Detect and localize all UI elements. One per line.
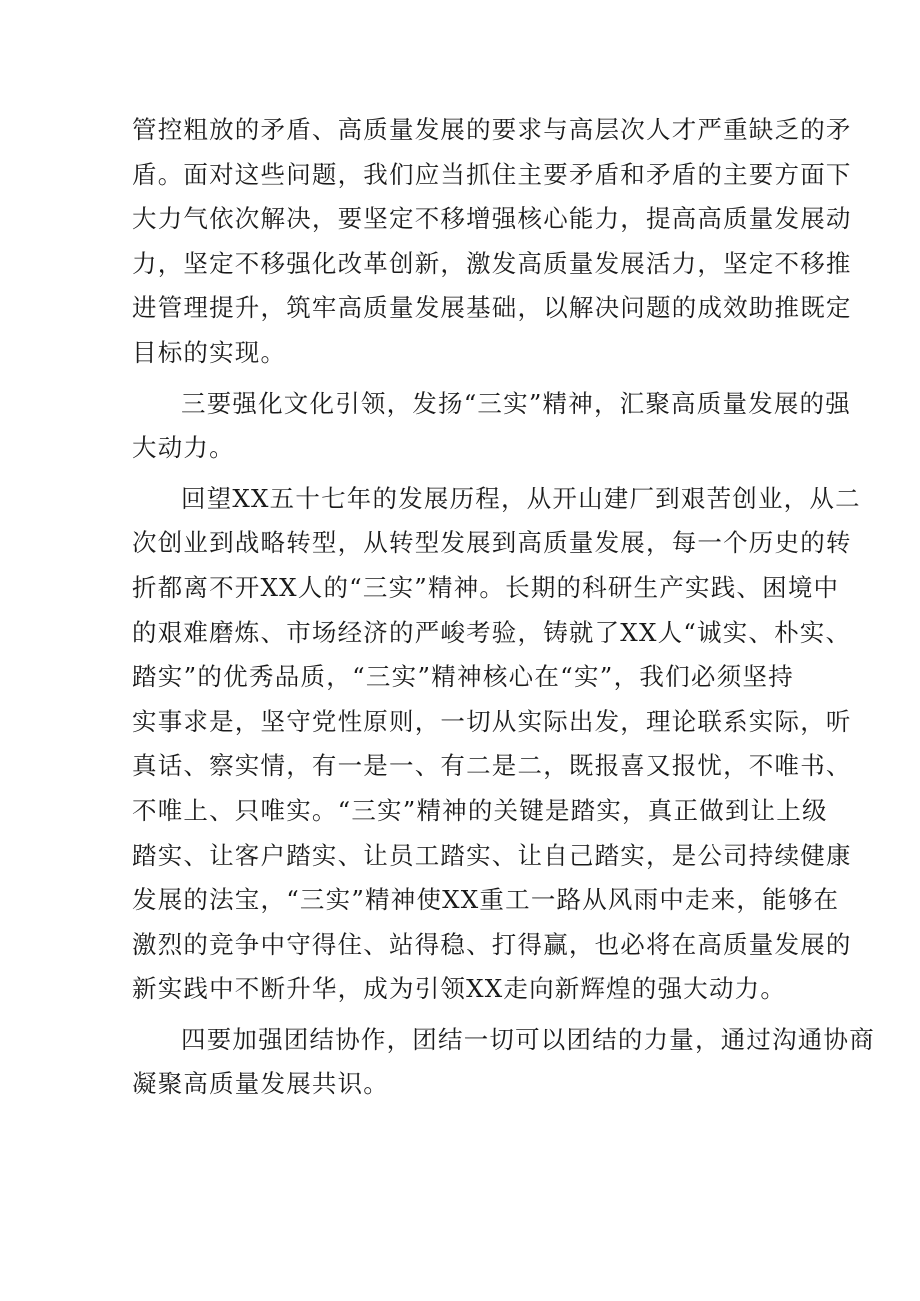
text-line: 力，坚定不移强化改革创新，激发高质量发展活力，坚定不移推: [132, 248, 852, 278]
text-line: 踏实”的优秀品质，“三实”精神核心在“实”，我们必须坚持: [132, 662, 794, 692]
document-body: [132, 108, 875, 1107]
text-line: 四要加强团结协作，团结一切可以团结的力量，通过沟通协商: [181, 1024, 875, 1054]
text-line: 回望XX五十七年的发展历程，从开山建厂到艰苦创业，从二: [181, 483, 861, 513]
text-line: 进管理提升，筑牢高质量发展基础，以解决问题的成效助推既定: [132, 293, 852, 323]
text-line: 踏实、让客户踏实、让员工踏实、让自己踏实，是公司持续健康: [132, 840, 852, 870]
paragraph-4: [132, 1018, 875, 1107]
text-line: 管控粗放的矛盾、高质量发展的要求与高层次人才严重缺乏的矛: [132, 115, 852, 144]
text-line: 新实践中不断升华，成为引领XX走向新辉煌的强大动力。: [132, 974, 787, 1004]
text-line: 实事求是，坚守党性原则，一切从实际出发，理论联系实际，听: [132, 706, 852, 736]
text-line: 次创业到战略转型，从转型发展到高质量发展，每一个历史的转: [132, 528, 852, 558]
text-line: 的艰难磨炼、市场经济的严峻考验，铸就了XX人“诚实、朴实、: [132, 617, 852, 647]
text-line: 目标的实现。: [132, 337, 287, 367]
text-line: 发展的法宝，“三实”精神使XX重工一路从风雨中走来，能够在: [132, 885, 840, 915]
text-line: 大动力。: [132, 433, 235, 463]
text-line: 折都离不开XX人的“三实”精神。长期的科研生产实践、困境中: [132, 572, 840, 602]
text-line: 盾。面对这些问题，我们应当抓住主要矛盾和矛盾的主要方面下: [132, 159, 852, 189]
text-line: 三要强化文化引领，发扬“三实”精神，汇聚高质量发展的强: [181, 388, 851, 418]
paragraph-1: [132, 108, 852, 376]
text-line: 凝聚高质量发展共识。: [132, 1069, 389, 1099]
paragraph-2: [132, 382, 851, 471]
paragraph-3: [132, 477, 861, 1012]
text-line: 大力气依次解决，要坚定不移增强核心能力，提高高质量发展动: [132, 204, 852, 234]
text-line: 不唯上、只唯实。“三实”精神的关键是踏实，真正做到让上级: [132, 795, 828, 825]
text-line: 激烈的竞争中守得住、站得稳、打得赢，也必将在高质量发展的: [132, 929, 852, 959]
text-line: 真话、察实情，有一是一、有二是二，既报喜又报忧，不唯书、: [132, 751, 852, 781]
